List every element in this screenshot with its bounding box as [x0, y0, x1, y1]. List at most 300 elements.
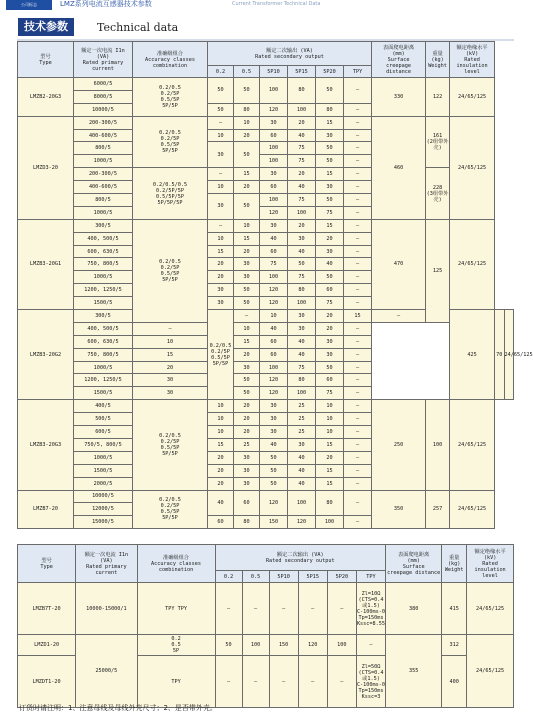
insulation-cell: 24/65/125	[450, 400, 495, 490]
output-value-cell: 25	[288, 426, 316, 439]
primary-current-cell: 6000/5	[74, 78, 133, 91]
table-row	[18, 400, 514, 413]
output-value-cell: –	[344, 477, 372, 490]
section-header	[17, 17, 514, 41]
output-value-cell: 20	[208, 271, 234, 284]
output-value-cell: 50	[234, 387, 260, 400]
header-sub-0-5: 0.5	[234, 66, 260, 78]
type-cell: LMZB3-20G2	[18, 310, 74, 400]
primary-current-cell: 800/5	[74, 142, 133, 155]
output-value-cell: 15	[133, 348, 208, 361]
insulation-cell: 24/65/125	[450, 116, 495, 219]
accuracy-cell: 0.2/0.5 0.2/5P 0.5/5P 5P/5P	[133, 219, 208, 322]
output-value-cell: –	[133, 322, 208, 335]
header-accuracy-classes: 准确级组合 Accuracy classes combination	[137, 545, 215, 583]
output-value-cell: –	[269, 583, 298, 635]
output-value-cell: –	[215, 656, 242, 708]
creepage-cell: 355	[386, 635, 442, 708]
header-weight: 重量 (kg) Weight	[426, 42, 450, 78]
primary-current-cell: 800/5	[74, 194, 133, 207]
table-row	[18, 322, 514, 335]
output-value-cell: 20	[234, 181, 260, 194]
output-value-cell: 20	[208, 477, 234, 490]
output-value-cell: –	[242, 656, 269, 708]
output-value-cell: 50	[208, 78, 234, 104]
primary-current-cell: 400-600/5	[74, 181, 133, 194]
table-row	[18, 219, 514, 232]
table-row	[18, 387, 514, 400]
output-value-cell: 75	[288, 142, 316, 155]
primary-current-cell: 10000-15000/1	[76, 583, 137, 635]
output-value-cell: –	[344, 400, 372, 413]
output-value-cell: 30	[316, 181, 344, 194]
header-sub-5p15: 5P15	[298, 571, 327, 583]
header-sub-5p20: 5P20	[327, 571, 356, 583]
output-value-cell: 75	[316, 206, 344, 219]
table-row	[18, 583, 514, 635]
output-value-cell: –	[344, 361, 372, 374]
header-secondary-output: 额定二次输出 (VA) Rated secondary output	[208, 42, 372, 66]
output-value-cell: 100	[288, 387, 316, 400]
output-value-cell: 30	[260, 413, 288, 426]
output-value-cell: 15	[316, 438, 344, 451]
output-value-cell: –	[344, 245, 372, 258]
output-value-cell: –	[344, 284, 372, 297]
output-value-cell: –	[344, 297, 372, 310]
primary-current-cell: 1000/5	[74, 271, 133, 284]
output-value-cell: 50	[234, 297, 260, 310]
output-value-cell: –	[327, 583, 356, 635]
output-value-cell: 75	[288, 194, 316, 207]
output-value-cell: 20	[288, 168, 316, 181]
output-value-cell: 80	[316, 103, 344, 116]
output-value-cell: 20	[133, 361, 208, 374]
output-value-cell: 30	[208, 142, 234, 168]
output-value-cell: 50	[288, 258, 316, 271]
output-value-cell: 20	[316, 451, 344, 464]
output-value-cell: 40	[208, 490, 234, 516]
output-value-cell: –	[344, 181, 372, 194]
output-value-cell: 30	[208, 194, 234, 220]
creepage-cell: 250	[372, 400, 426, 490]
output-value-cell: 30	[288, 322, 316, 335]
output-value-cell: 40	[288, 129, 316, 142]
header-sub-0-2: 0.2	[208, 66, 234, 78]
output-value-cell: 20	[234, 245, 260, 258]
output-value-cell: 80	[316, 490, 344, 516]
output-value-cell: 100	[288, 297, 316, 310]
weight-cell: 161 (2组带外壳)	[426, 116, 450, 168]
primary-current-cell: 12000/5	[74, 503, 133, 516]
output-value-cell: Zl=50Ω (CTS=0.4 或1.5) C-100ms-0 Tp=150ms Kssc=3	[356, 656, 385, 708]
output-value-cell: 100	[260, 194, 288, 207]
table-row	[18, 335, 514, 348]
output-value-cell: 80	[234, 103, 260, 116]
output-value-cell: 40	[288, 181, 316, 194]
weight-cell: 228 (3组带外壳)	[426, 168, 450, 220]
primary-current-cell: 1000/5	[74, 155, 133, 168]
primary-current-cell: 300/5	[74, 219, 133, 232]
output-value-cell: 100	[288, 490, 316, 516]
output-value-cell: –	[344, 413, 372, 426]
output-value-cell: 20	[208, 451, 234, 464]
output-value-cell: 100	[288, 206, 316, 219]
output-value-cell: 30	[234, 258, 260, 271]
primary-current-cell: 1000/5	[74, 206, 133, 219]
primary-current-cell: 300/5	[74, 310, 133, 323]
table-row	[18, 168, 514, 181]
output-value-cell: 10	[234, 116, 260, 129]
output-value-cell: –	[344, 206, 372, 219]
header-primary-current: 额定一次电流 I1n (VA) Rated primary current	[74, 42, 133, 78]
section-title-cn: 技术参数	[18, 18, 74, 36]
output-value-cell: 50	[316, 361, 344, 374]
output-value-cell: 10	[208, 232, 234, 245]
header-sub-5p10: 5P10	[260, 66, 288, 78]
primary-current-cell: 1200, 1250/5	[74, 374, 133, 387]
output-value-cell: –	[344, 116, 372, 129]
output-value-cell: 40	[260, 232, 288, 245]
output-value-cell: –	[344, 271, 372, 284]
output-value-cell: 75	[260, 258, 288, 271]
output-value-cell: 100	[242, 635, 269, 656]
output-value-cell: 20	[208, 258, 234, 271]
output-value-cell: 100	[288, 103, 316, 116]
output-value-cell: 30	[234, 361, 260, 374]
type-cell: LMZB3-20G1	[18, 219, 74, 309]
primary-current-cell: 1200, 1250/5	[74, 284, 133, 297]
output-value-cell: 100	[327, 635, 356, 656]
output-value-cell: 20	[234, 400, 260, 413]
output-value-cell: 20	[234, 129, 260, 142]
output-value-cell: 80	[288, 374, 316, 387]
output-value-cell: 10	[208, 426, 234, 439]
output-value-cell: 120	[288, 516, 316, 529]
output-value-cell: –	[298, 656, 327, 708]
output-value-cell: 30	[234, 451, 260, 464]
output-value-cell: 60	[260, 245, 288, 258]
output-value-cell: 75	[288, 155, 316, 168]
insulation-cell: 24/65/125	[450, 78, 495, 117]
output-value-cell: 30	[288, 438, 316, 451]
output-value-cell: –	[344, 438, 372, 451]
output-value-cell: 60	[260, 129, 288, 142]
creepage-cell: 380	[386, 583, 442, 635]
primary-current-cell: 1000/5	[74, 361, 133, 374]
output-value-cell: 30	[234, 464, 260, 477]
output-value-cell: 100	[260, 142, 288, 155]
output-value-cell: 10	[208, 400, 234, 413]
output-value-cell: –	[344, 232, 372, 245]
primary-current-cell: 400, 500/5	[74, 322, 133, 335]
output-value-cell: 60	[208, 516, 234, 529]
table-row	[18, 361, 514, 374]
output-value-cell: 10	[316, 426, 344, 439]
output-value-cell: 50	[234, 284, 260, 297]
output-value-cell: 40	[316, 258, 344, 271]
table-row	[18, 490, 514, 503]
output-value-cell: 50	[234, 78, 260, 104]
output-value-cell: 120	[298, 635, 327, 656]
output-value-cell: –	[344, 374, 372, 387]
output-value-cell: 40	[288, 451, 316, 464]
type-cell: LMZDT1-20	[18, 656, 76, 708]
output-value-cell: 100	[260, 155, 288, 168]
header-sub-tpy: TPY	[356, 571, 385, 583]
output-value-cell: –	[344, 464, 372, 477]
output-value-cell: –	[344, 168, 372, 181]
output-value-cell: 30	[316, 129, 344, 142]
primary-current-cell: 600/5	[74, 426, 133, 439]
header-sub-5p10: 5P10	[269, 571, 298, 583]
output-value-cell: 25	[234, 438, 260, 451]
output-value-cell: –	[327, 656, 356, 708]
weight-cell: 122	[426, 78, 450, 117]
weight-cell: 400	[442, 656, 467, 708]
output-value-cell: 50	[208, 103, 234, 116]
insulation-cell: 24/65/125	[467, 635, 514, 708]
technical-data-table-2	[17, 544, 514, 708]
output-value-cell: 15	[234, 335, 260, 348]
banner-subtitle: Current Transformer Technical Data	[232, 1, 321, 7]
header-weight: 重量 (kg) Weight	[442, 545, 467, 583]
output-value-cell: –	[344, 516, 372, 529]
output-value-cell: –	[208, 168, 234, 181]
insulation-cell: 24/65/125	[467, 583, 514, 635]
output-value-cell: 40	[260, 322, 288, 335]
output-value-cell: 80	[288, 78, 316, 104]
output-value-cell: –	[344, 387, 372, 400]
header-sub-5p15: 5P15	[288, 66, 316, 78]
output-value-cell: 25	[288, 400, 316, 413]
output-value-cell: 30	[260, 426, 288, 439]
output-value-cell: 60	[260, 348, 288, 361]
output-value-cell: 15	[208, 438, 234, 451]
output-value-cell: Zl=10Ω (CTS=0.4 或1.5) C-100ms-0 Tp=150ms Kssc=8.55	[356, 583, 385, 635]
output-value-cell: –	[344, 129, 372, 142]
insulation-cell: 24/65/125	[504, 310, 513, 400]
output-value-cell: 50	[316, 155, 344, 168]
output-value-cell: –	[344, 490, 372, 516]
primary-current-cell: 750, 800/5	[74, 348, 133, 361]
header-creepage: 表面爬电距离 (mm) Surface creepage distance	[372, 42, 426, 78]
header-type: 型号 Type	[18, 545, 76, 583]
output-value-cell: 20	[234, 426, 260, 439]
output-value-cell: 20	[208, 464, 234, 477]
output-value-cell: 30	[208, 297, 234, 310]
output-value-cell: 25	[288, 413, 316, 426]
primary-current-cell: 2000/5	[74, 477, 133, 490]
output-value-cell: 15	[234, 168, 260, 181]
accuracy-cell: 0.2/0.5 0.2/5P 0.5/5P 5P/5P	[208, 310, 234, 400]
output-value-cell: 100	[260, 78, 288, 104]
output-value-cell: 40	[288, 348, 316, 361]
output-value-cell: 10	[234, 322, 260, 335]
output-value-cell: 15	[344, 310, 372, 323]
output-value-cell: 120	[260, 387, 288, 400]
output-value-cell: 120	[260, 206, 288, 219]
primary-current-cell: 1500/5	[74, 297, 133, 310]
output-value-cell: 120	[260, 490, 288, 516]
output-value-cell: 50	[234, 194, 260, 220]
accuracy-cell: 0.2/0.5/0.5 0.2/5P/5P 0.5/5P/5P 5P/5P/5P	[133, 168, 208, 220]
primary-current-cell: 10000/5	[74, 103, 133, 116]
output-value-cell: –	[208, 116, 234, 129]
output-value-cell: –	[215, 583, 242, 635]
primary-current-cell: 10000/5	[74, 490, 133, 503]
output-value-cell: 40	[288, 245, 316, 258]
creepage-cell: 460	[372, 116, 426, 219]
weight-cell: 257	[426, 490, 450, 529]
primary-current-cell: 200-300/5	[74, 168, 133, 181]
output-value-cell: –	[344, 103, 372, 116]
header-sub-5p20: 5P20	[316, 66, 344, 78]
table-row	[18, 635, 514, 656]
accuracy-cell: 0.2/0.5 0.2/5P 0.5/5P 5P/5P	[133, 490, 208, 529]
weight-cell: 125	[426, 219, 450, 322]
output-value-cell: 15	[316, 219, 344, 232]
output-value-cell: 30	[234, 271, 260, 284]
order-note: 订货时请注明：1、注意母线及母线外壳尺寸；2、是否带外壳。	[19, 704, 217, 712]
output-value-cell: –	[344, 258, 372, 271]
output-value-cell: 150	[269, 635, 298, 656]
output-value-cell: 40	[288, 335, 316, 348]
primary-current-cell: 500/5	[74, 413, 133, 426]
output-value-cell: 60	[316, 284, 344, 297]
header-sub-0-2: 0.2	[215, 571, 242, 583]
output-value-cell: 75	[288, 271, 316, 284]
table-row	[18, 116, 514, 129]
output-value-cell: 40	[288, 477, 316, 490]
output-value-cell: 120	[260, 103, 288, 116]
header-accuracy-classes: 准确级组合 Accuracy classes combination	[133, 42, 208, 78]
section-title-en: Technical data	[97, 21, 179, 34]
output-value-cell: –	[298, 583, 327, 635]
primary-current-cell: 15000/5	[74, 516, 133, 529]
output-value-cell: –	[344, 194, 372, 207]
output-value-cell: –	[242, 583, 269, 635]
primary-current-cell: 1500/5	[74, 464, 133, 477]
output-value-cell: 50	[234, 142, 260, 168]
type-cell: LMZB7T-20	[18, 583, 76, 635]
weight-cell: 312	[442, 635, 467, 656]
type-cell: LMZD1-20	[18, 635, 76, 656]
output-value-cell: –	[344, 322, 372, 335]
accuracy-cell: 0.2/0.5 0.2/5P 0.5/5P 5P/5P	[133, 78, 208, 117]
primary-current-cell: 750, 800/5	[74, 258, 133, 271]
weight-cell: 70	[495, 310, 504, 400]
output-value-cell: 30	[288, 310, 316, 323]
output-value-cell: 30	[316, 348, 344, 361]
output-value-cell: 10	[208, 413, 234, 426]
output-value-cell: 30	[260, 400, 288, 413]
header-insulation: 额定绝缘水平 (kV) Rated insulation level	[467, 545, 514, 583]
output-value-cell: –	[372, 310, 426, 323]
type-cell: LMZD3-20	[18, 116, 74, 219]
output-value-cell: 30	[260, 219, 288, 232]
primary-current-cell: 1500/5	[74, 387, 133, 400]
output-value-cell: 20	[288, 116, 316, 129]
output-value-cell: 60	[260, 181, 288, 194]
output-value-cell: 10	[260, 310, 288, 323]
output-value-cell: –	[269, 656, 298, 708]
output-value-cell: 60	[316, 374, 344, 387]
output-value-cell: 15	[316, 464, 344, 477]
output-value-cell: 30	[260, 168, 288, 181]
output-value-cell: 75	[316, 387, 344, 400]
insulation-cell: 24/65/125	[450, 219, 495, 309]
output-value-cell: 50	[260, 477, 288, 490]
output-value-cell: 30	[234, 477, 260, 490]
weight-cell: 415	[442, 583, 467, 635]
output-value-cell: 60	[260, 335, 288, 348]
technical-data-table-1	[17, 41, 533, 529]
header-sub-0-5: 0.5	[242, 571, 269, 583]
header-sub-tpy: TPY	[344, 66, 372, 78]
insulation-cell: 24/65/125	[450, 490, 495, 529]
output-value-cell: –	[344, 426, 372, 439]
output-value-cell: 30	[316, 335, 344, 348]
header-secondary-output: 额定二次输出 (VA) Rated secondary output	[215, 545, 386, 571]
primary-current-cell: 400, 500/5	[74, 232, 133, 245]
output-value-cell: 50	[260, 464, 288, 477]
output-value-cell: 10	[316, 413, 344, 426]
primary-current-cell: 25000/5	[76, 635, 137, 708]
output-value-cell: –	[344, 142, 372, 155]
accuracy-cell: 0.2 0.5 5P	[137, 635, 215, 656]
creepage-cell: 350	[372, 490, 426, 529]
primary-current-cell: 750/5, 800/5	[74, 438, 133, 451]
output-value-cell: 15	[234, 232, 260, 245]
table-row	[18, 78, 514, 91]
type-cell: LMZB2-20G3	[18, 78, 74, 117]
output-value-cell: –	[208, 219, 234, 232]
output-value-cell: –	[234, 310, 260, 323]
primary-current-cell: 400-600/5	[74, 129, 133, 142]
accuracy-cell: TPY	[137, 656, 215, 708]
output-value-cell: 100	[260, 361, 288, 374]
output-value-cell: 120	[260, 284, 288, 297]
output-value-cell: 50	[260, 451, 288, 464]
output-value-cell: 15	[316, 168, 344, 181]
output-value-cell: –	[344, 451, 372, 464]
output-value-cell: 50	[215, 635, 242, 656]
primary-current-cell: 8000/5	[74, 90, 133, 103]
output-value-cell: 20	[234, 348, 260, 361]
output-value-cell: –	[344, 78, 372, 104]
logo-text: 公司标志	[21, 2, 37, 7]
header-primary-current: 额定一次电流 I1n (VA) Rated primary current	[76, 545, 137, 583]
output-value-cell: –	[344, 348, 372, 361]
primary-current-cell: 600, 630/5	[74, 245, 133, 258]
output-value-cell: 80	[288, 284, 316, 297]
output-value-cell: –	[344, 335, 372, 348]
creepage-cell: 330	[372, 78, 426, 117]
header-type: 型号 Type	[18, 42, 74, 78]
type-cell: LMZB3-20G3	[18, 400, 74, 490]
output-value-cell: 30	[316, 245, 344, 258]
output-value-cell: 120	[260, 297, 288, 310]
output-value-cell: 75	[288, 361, 316, 374]
output-value-cell: 100	[316, 516, 344, 529]
output-value-cell: 20	[316, 322, 344, 335]
output-value-cell: 10	[234, 219, 260, 232]
output-value-cell: 10	[208, 181, 234, 194]
table-row	[18, 374, 514, 387]
output-value-cell: 20	[234, 413, 260, 426]
table-row	[18, 348, 514, 361]
weight-cell: 100	[426, 400, 450, 490]
